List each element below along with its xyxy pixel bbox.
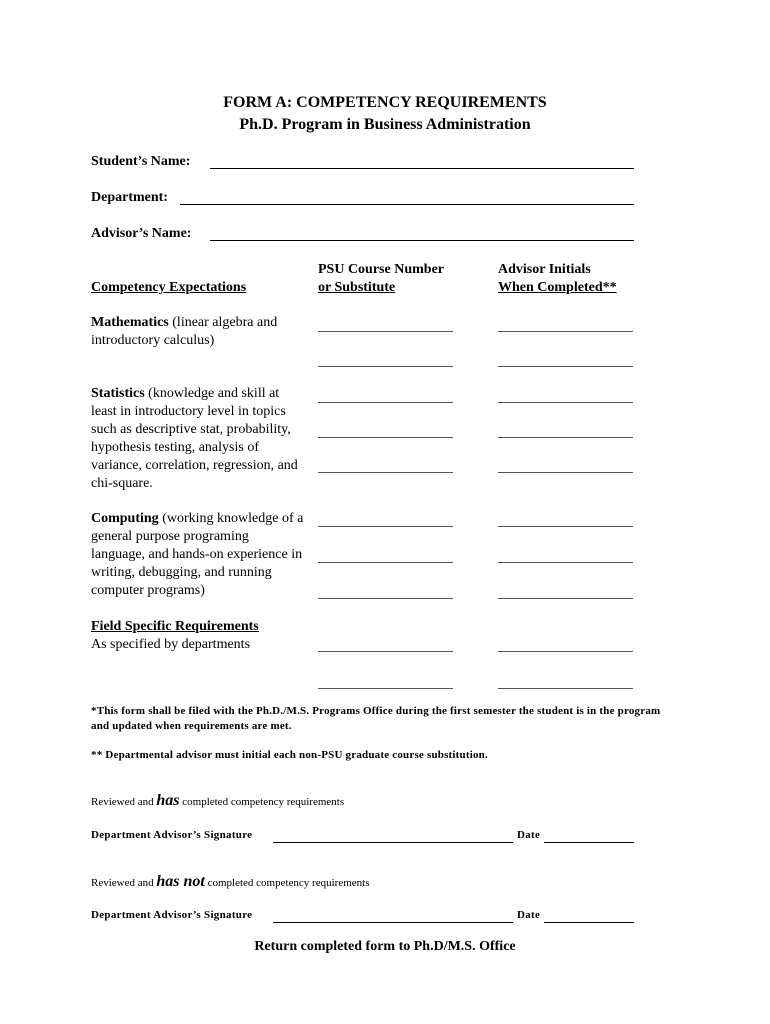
stats-course-blank-2[interactable] (318, 437, 453, 438)
comp-initials-blank-3[interactable] (498, 598, 633, 599)
comp-initials-blank-1[interactable] (498, 526, 633, 527)
completed-text: completed competency requirements (207, 877, 370, 889)
date-label-2: Date (517, 909, 541, 921)
psu-course-header (318, 261, 444, 297)
competency-desc: As specified by departments (91, 637, 251, 652)
return-instruction: Return completed form to Ph.D/M.S. Office (254, 939, 516, 954)
has-not-text: has not (156, 873, 205, 890)
advisor-name-label: Advisor’s Name: (91, 226, 192, 241)
competency-field-specific (91, 618, 306, 654)
completed-text: completed competency requirements (182, 796, 345, 808)
form-title: FORM A: COMPETENCY REQUIREMENTS (223, 94, 547, 111)
reviewed-and-text: Reviewed and (91, 877, 154, 889)
competency-title: Field Specific Requirements (91, 619, 259, 634)
stats-initials-blank-1[interactable] (498, 402, 633, 403)
reviewed-has-not-statement (91, 873, 369, 891)
department-field[interactable] (180, 204, 634, 205)
psu-course-header-line1: PSU Course Number (318, 262, 444, 277)
substitution-note: ** Departmental advisor must initial each non-PSU graduate course substitution. (91, 749, 488, 761)
competency-computing (91, 510, 306, 600)
competency-desc: (working knowledge of a general purpose programing language, and hands-on experience in writing, debugging, and running computer programs) (91, 511, 304, 598)
competency-desc: (knowledge and skill at least in introductory level in topics such as descriptive stat, probability, hypothesis testing, analysis of variance, correlation, regression, and chi-square. (91, 386, 298, 491)
signature-field-2[interactable] (273, 922, 513, 923)
competency-title: Statistics (91, 386, 145, 401)
competency-statistics (91, 385, 306, 493)
advisor-name-field[interactable] (210, 240, 634, 241)
competency-desc: (linear algebra and introductory calculus) (91, 315, 278, 348)
student-name-field[interactable] (210, 168, 634, 169)
psu-course-header-line2: or Substitute (318, 280, 396, 295)
stats-initials-blank-3[interactable] (498, 472, 633, 473)
comp-course-blank-1[interactable] (318, 526, 453, 527)
stats-initials-blank-2[interactable] (498, 437, 633, 438)
signature-label-2: Department Advisor’s Signature (91, 909, 253, 921)
reviewed-and-text: Reviewed and (91, 796, 154, 808)
math-course-blank-2[interactable] (318, 366, 453, 367)
signature-label-1: Department Advisor’s Signature (91, 829, 253, 841)
field-initials-blank-1[interactable] (498, 651, 633, 652)
competency-mathematics (91, 314, 306, 350)
date-label-1: Date (517, 829, 541, 841)
field-initials-blank-2[interactable] (498, 688, 633, 689)
comp-initials-blank-2[interactable] (498, 562, 633, 563)
student-name-label: Student’s Name: (91, 154, 191, 169)
department-label: Department: (91, 190, 168, 205)
stats-course-blank-3[interactable] (318, 472, 453, 473)
filing-note: *This form shall be filed with the Ph.D./M.S. Programs Office during the first semester the student is in the program and updated when requirements are met. (91, 705, 661, 732)
date-field-1[interactable] (544, 842, 634, 843)
stats-course-blank-1[interactable] (318, 402, 453, 403)
math-course-blank-1[interactable] (318, 331, 453, 332)
competency-title: Computing (91, 511, 159, 526)
has-text: has (156, 792, 180, 809)
competency-expectations-header: Competency Expectations (91, 280, 247, 295)
advisor-initials-header (498, 261, 617, 297)
field-course-blank-2[interactable] (318, 688, 453, 689)
comp-course-blank-3[interactable] (318, 598, 453, 599)
advisor-initials-header-line1: Advisor Initials (498, 262, 591, 277)
signature-field-1[interactable] (273, 842, 513, 843)
date-field-2[interactable] (544, 922, 634, 923)
competency-title: Mathematics (91, 315, 169, 330)
reviewed-has-statement (91, 792, 344, 810)
field-course-blank-1[interactable] (318, 651, 453, 652)
math-initials-blank-1[interactable] (498, 331, 633, 332)
comp-course-blank-2[interactable] (318, 562, 453, 563)
advisor-initials-header-line2: When Completed** (498, 280, 617, 295)
form-subtitle: Ph.D. Program in Business Administration (239, 116, 531, 133)
math-initials-blank-2[interactable] (498, 366, 633, 367)
